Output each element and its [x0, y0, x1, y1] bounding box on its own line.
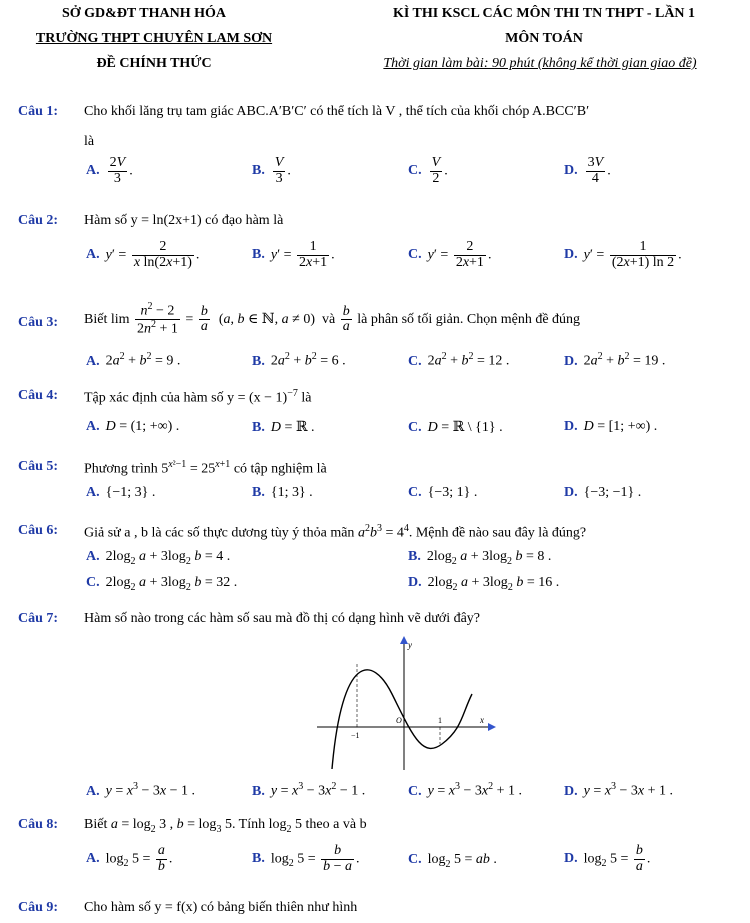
q6-option-d[interactable]: D. $2\log_2$ $a + 3\log_2$ b = 16 .: [408, 575, 560, 593]
question-3-text: Biết lim $\frac{n^2 - 2}{2n^2 + 1}$ = $\frac{b}{a}$ (a, b ∈ ℕ, a ≠ 0) và $\frac{b}{a}$ là phân số tối giản. Chọn mệnh đề đúng: [84, 301, 581, 337]
question-7-label: Câu 7:: [18, 611, 59, 626]
question-6-text: Giả sử a , b là các số thực dương tùy ý thỏa mãn $a^2b^3 = 4^4$. Mệnh đề nào sau đây là đúng?: [84, 523, 587, 541]
cubic-curve: [332, 670, 472, 769]
school-name: TRƯỜNG THPT CHUYÊN LAM SƠN: [35, 31, 273, 46]
q7-option-a[interactable]: A. $y = x^3 - 3x - 1$ .: [86, 781, 195, 799]
question-2-text: Hàm số y = ln(2x+1) có đạo hàm là: [84, 213, 284, 228]
q6-option-a[interactable]: A. $2\log_2$ $a + 3\log_2$ b = 4 .: [86, 549, 231, 567]
q7-option-b[interactable]: B. $y = x^3 - 3x^2 - 1$ .: [252, 781, 366, 799]
question-3-label: Câu 3:: [18, 315, 59, 330]
question-4-text: Tập xác định của hàm số $y = (x - 1)^{-7}$ là: [84, 388, 312, 406]
q4-option-a[interactable]: A. D = (1; +∞) .: [86, 419, 180, 434]
q2-option-b[interactable]: B. y′ = $\frac{1}{2x+1}$ .: [252, 239, 335, 270]
q1-option-c[interactable]: C. $\frac{V}{2}$ .: [408, 155, 448, 186]
q3-option-a[interactable]: A. $2a^2 + b^2 = 9$ .: [86, 351, 181, 369]
question-7-text: Hàm số nào trong các hàm số sau mà đồ thị có dạng hình vẽ dưới đây?: [84, 611, 481, 626]
q5-option-d[interactable]: D. {−3; −1} .: [564, 485, 642, 500]
q3-option-d[interactable]: D. $2a^2 + b^2 = 19$ .: [564, 351, 666, 369]
question-9-text: Cho hàm số y = f(x) có bảng biến thiên như hình: [84, 900, 358, 915]
q5-option-b[interactable]: B. {1; 3} .: [252, 485, 313, 500]
tick-label-minus-1: −1: [351, 731, 360, 740]
question-4-label: Câu 4:: [18, 388, 59, 403]
q3-option-b[interactable]: B. $2a^2 + b^2 = 6$ .: [252, 351, 346, 369]
question-5-label: Câu 5:: [18, 459, 59, 474]
q7-option-d[interactable]: D. $y = x^3 - 3x + 1$ .: [564, 781, 673, 799]
time-note: Thời gian làm bài: 90 phút (không kể thời gian giao đề): [383, 56, 697, 71]
y-axis-arrow: [400, 636, 408, 644]
q6-option-b[interactable]: B. $2\log_2$ $a + 3\log_2$ b = 8 .: [408, 549, 552, 567]
q8-option-d[interactable]: D. $\log_2 5$ = $\frac{b}{a}$ .: [564, 843, 651, 874]
q3-option-c[interactable]: C. $2a^2 + b^2 = 12$ .: [408, 351, 510, 369]
q4-option-c[interactable]: C. D = ℝ \ {1} .: [408, 420, 503, 435]
question-1-label: Câu 1:: [18, 104, 59, 119]
q4-option-b[interactable]: B. D = ℝ .: [252, 420, 315, 435]
q8-option-c[interactable]: C. $\log_2 5$ = ab .: [408, 852, 497, 870]
q1-option-b[interactable]: B. $\frac{V}{3}$ .: [252, 155, 291, 186]
q4-option-d[interactable]: D. D = [1; +∞) .: [564, 419, 658, 434]
q2-option-d[interactable]: D. y′ = $\frac{1}{(2x+1) \ln 2}$ .: [564, 239, 682, 270]
q1-option-d[interactable]: D. $\frac{3V}{4}$ .: [564, 155, 611, 186]
official-label: ĐỀ CHÍNH THỨC: [96, 56, 212, 71]
tick-label-1: 1: [438, 716, 442, 725]
question-8-label: Câu 8:: [18, 817, 59, 832]
q6-option-c[interactable]: C. $2\log_2$ $a + 3\log_2$ b = 32 .: [86, 575, 238, 593]
q1-option-a[interactable]: A. $\frac{2V}{3}$ .: [86, 155, 133, 186]
question-1-text-cont: là: [84, 134, 95, 149]
q8-option-a[interactable]: A. $\log_2 5$ = $\frac{a}{b}$ .: [86, 843, 173, 874]
q5-option-c[interactable]: C. {−3; 1} .: [408, 485, 478, 500]
question-9-label: Câu 9:: [18, 900, 59, 915]
q7-option-c[interactable]: C. $y = x^3 - 3x^2 + 1$ .: [408, 781, 522, 799]
x-axis-arrow: [488, 723, 496, 731]
y-axis-label: y: [408, 640, 412, 650]
question-5-text: Phương trình $5^{x^2-1} = 25^{x+1}$ có tập nghiệm là: [84, 459, 327, 477]
exam-title: KÌ THI KSCL CÁC MÔN THI TN THPT - LẦN 1: [392, 6, 696, 21]
question-6-label: Câu 6:: [18, 523, 59, 538]
q2-option-c[interactable]: C. y′ = $\frac{2}{2x+1}$ .: [408, 239, 492, 270]
question-2-label: Câu 2:: [18, 213, 59, 228]
question-8-text: Biết $a = \log_2 3$ , $b = \log_3 5$. Tính $\log_2 5$ theo a và b: [84, 817, 367, 835]
x-axis-label: x: [480, 715, 484, 725]
dept-name: SỞ GD&ĐT THANH HÓA: [61, 6, 226, 21]
question-1-text: Cho khối lăng trụ tam giác ABC.A′B′C′ có thể tích là V , thể tích của khối chóp A.BCC′B′: [84, 104, 590, 119]
q5-option-a[interactable]: A. {−1; 3} .: [86, 485, 156, 500]
q2-option-a[interactable]: A. y′ = $\frac{2}{\text{x ln(2x+1)}}$ .: [86, 239, 200, 270]
cubic-function-graph: [312, 634, 497, 772]
subject-title: MÔN TOÁN: [505, 31, 583, 46]
origin-label: O: [396, 716, 402, 725]
q8-option-b[interactable]: B. $\log_2 5$ = $\frac{b}{b - a}$ .: [252, 843, 360, 874]
